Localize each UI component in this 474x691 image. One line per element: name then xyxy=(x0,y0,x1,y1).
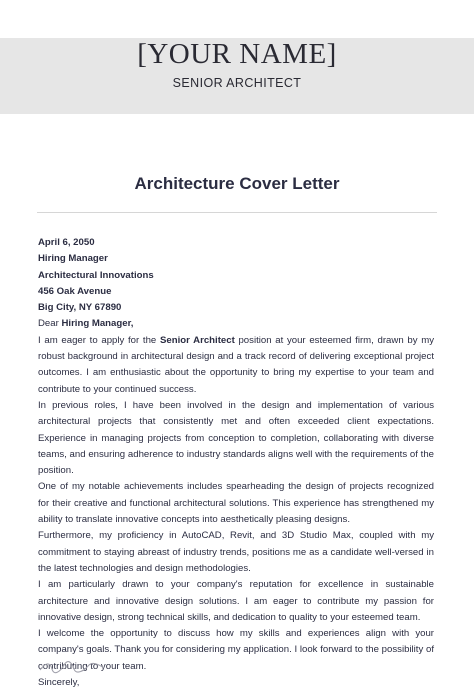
salutation-prefix: Dear xyxy=(38,318,62,330)
letterhead xyxy=(0,38,474,114)
paragraph-intro-end: position at your esteemed firm, drawn by my robust background in architectural design and a track record of delivering exceptional project outcomes. I am enthusiastic about the opportunity to bring my expertise to your team and contribute to your continued success. xyxy=(38,334,434,395)
applicant-role: SENIOR ARCHITECT xyxy=(172,76,302,90)
closing-text: Sincerely, xyxy=(38,677,80,689)
paragraph-closing: I welcome the opportunity to discuss how my skills and experiences align with your company's goals. Thank you for considering my application. I look forward to the possibility of contributing to your team. xyxy=(38,628,434,672)
salutation-name: Hiring Manager, xyxy=(61,318,134,330)
title-divider xyxy=(37,212,437,213)
letter-body xyxy=(38,235,434,691)
recipient-city: Big City, NY 67890 xyxy=(38,302,122,314)
paragraph-achievements: One of my notable achievements includes spearheading the design of projects recognized for their creative and functional architectural solutions. This experience has strengthened my ability to translate innovative concepts into aesthetically pleasing designs. xyxy=(38,481,434,526)
top-margin xyxy=(0,0,474,38)
recipient-street: 456 Oak Avenue xyxy=(38,285,112,297)
paragraph-intro-start: I am eager to apply for the xyxy=(38,334,160,346)
paragraph-skills: Furthermore, my proficiency in AutoCAD, Revit, and 3D Studio Max, coupled with my commitment to staying abreast of industry trends, positions me as a candidate well-versed in the latest technologies and design methodologies. xyxy=(38,530,434,574)
paragraph-experience: In previous roles, I have been involved in the design and implementation of various architectural projects that consistently met and often exceeded client expectations. Experience in managing projects from conception to completion, collaborating with diverse teams, and ensuring adherence to industry standards aligns well with the requirements of the position. xyxy=(38,399,434,477)
paragraph-motivation: I am particularly drawn to your company's reputation for excellence in sustainable architecture and innovative design solutions. I am eager to contribute my passion for innovative design, strong technical skills, and dedication to quality to your esteemed team. xyxy=(38,579,434,623)
signature-scribble xyxy=(38,660,108,674)
paragraph-intro xyxy=(38,333,434,398)
signature-image xyxy=(38,660,108,678)
position-title: Senior Architect xyxy=(159,334,235,346)
document-title: Architecture Cover Letter xyxy=(134,174,340,193)
salutation xyxy=(38,316,434,332)
recipient-contact: Hiring Manager xyxy=(38,253,108,265)
letter-date: April 6, 2050 xyxy=(38,237,95,248)
recipient-company: Architectural Innovations xyxy=(38,269,154,281)
applicant-name: [YOUR NAME] xyxy=(137,38,337,70)
